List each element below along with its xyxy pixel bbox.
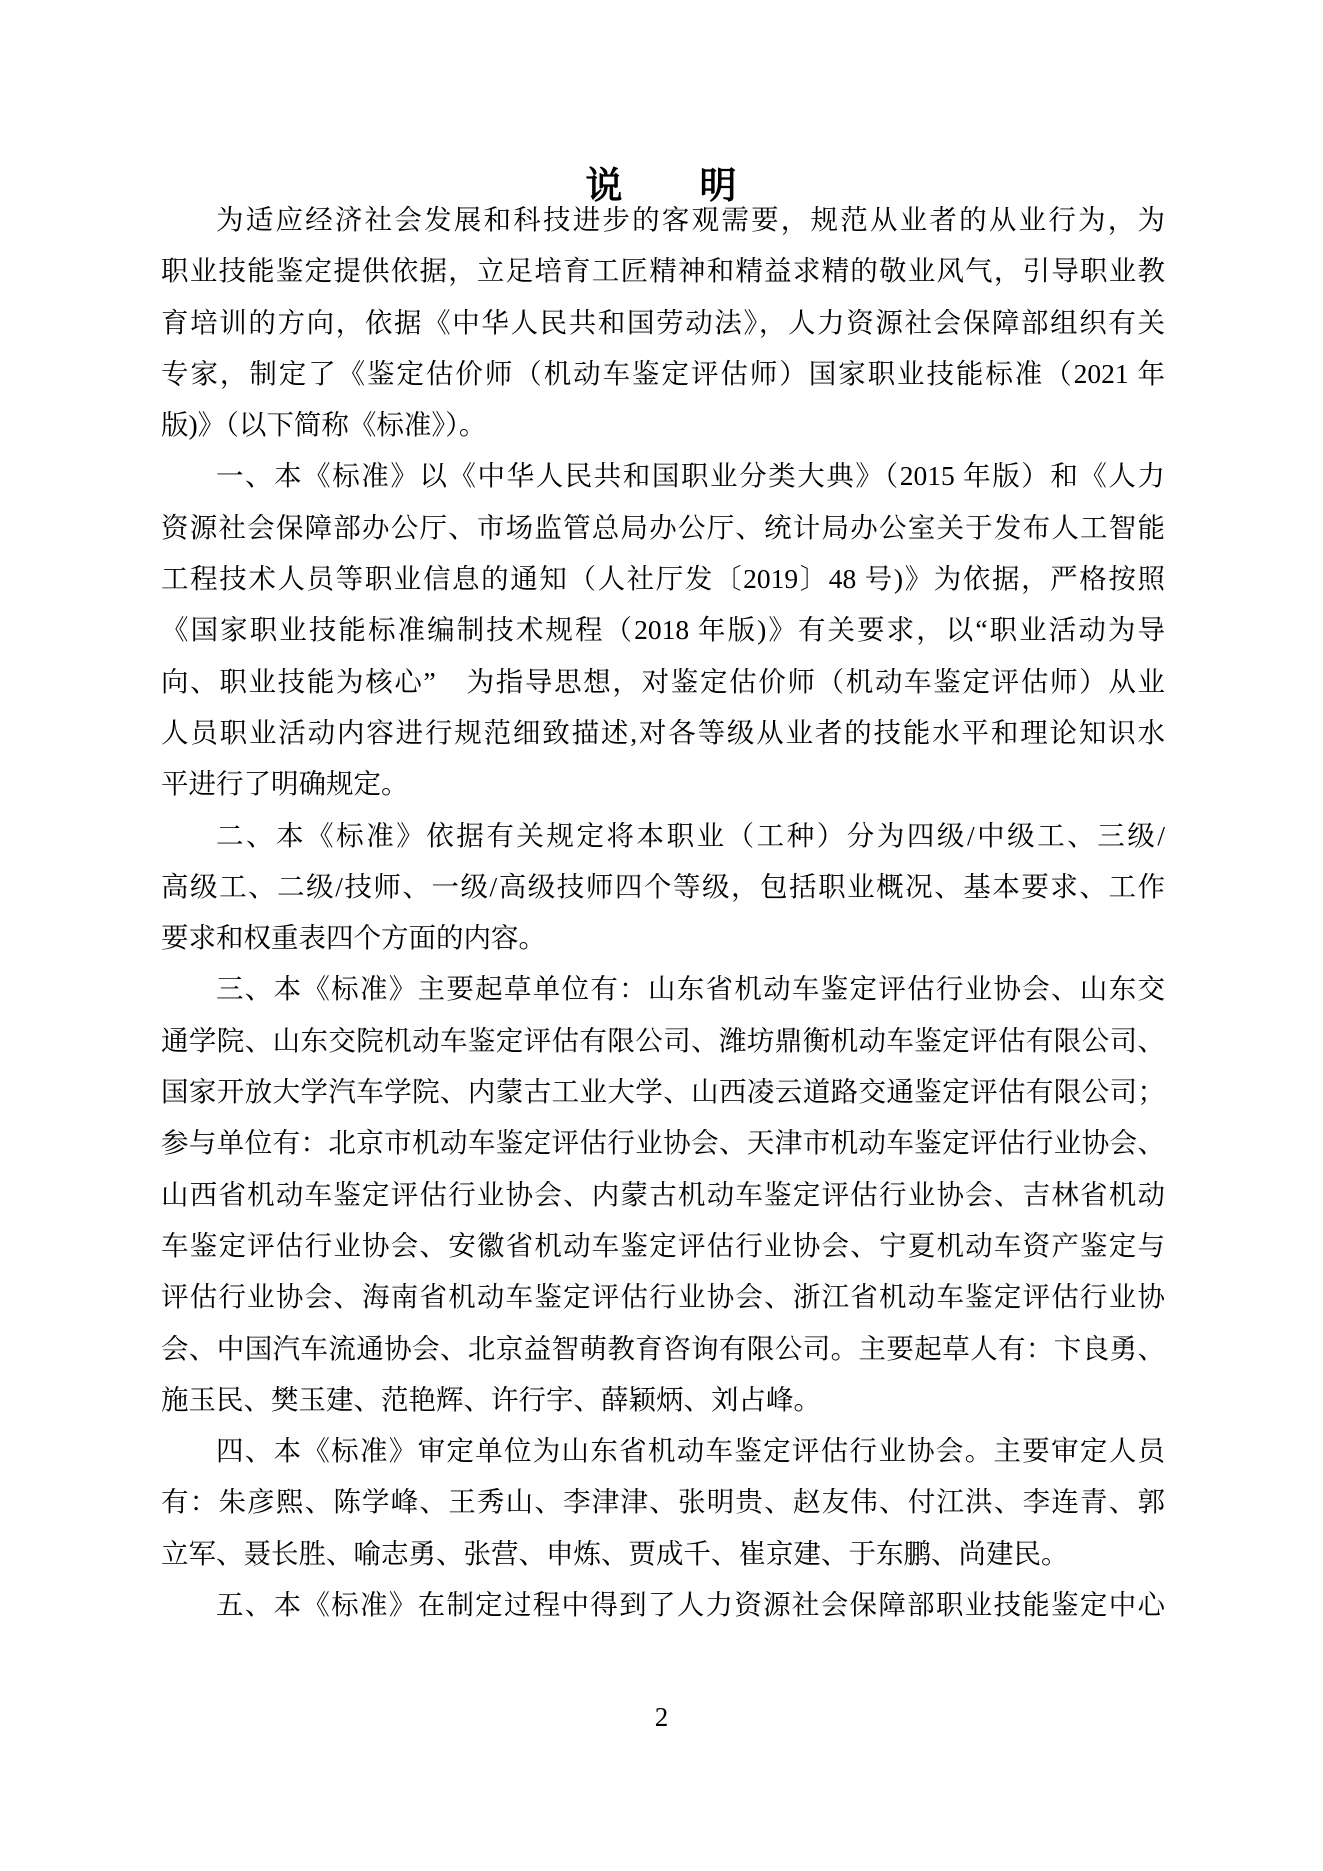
- document-body: [161, 194, 1165, 1630]
- page-number: 2: [654, 1702, 669, 1732]
- text-line: 高级工、二级/技师、一级/高级技师四个等级，包括职业概况、基本要求、工作: [161, 870, 1165, 902]
- text-line: 四、本《标准》审定单位为山东省机动车鉴定评估行业协会。主要审定人员: [216, 1435, 1165, 1467]
- text-line: 平进行了明确规定。: [161, 768, 409, 800]
- text-line: 施玉民、樊玉建、范艳辉、许行宇、薛颖炳、刘占峰。: [161, 1383, 821, 1415]
- text-line: 会、中国汽车流通协会、北京益智萌教育咨询有限公司。主要起草人有：卞良勇、: [161, 1332, 1165, 1364]
- text-line: 专家，制定了《鉴定估价师（机动车鉴定评估师）国家职业技能标准（2021 年: [161, 357, 1165, 389]
- text-line: 山西省机动车鉴定评估行业协会、内蒙古机动车鉴定评估行业协会、吉林省机动: [161, 1178, 1165, 1210]
- text-line: 参与单位有：北京市机动车鉴定评估行业协会、天津市机动车鉴定评估行业协会、: [161, 1127, 1165, 1159]
- text-line: 版)》（以下简称《标准》）。: [161, 409, 487, 441]
- paragraph-item-1: [161, 450, 1165, 809]
- text-line: 工程技术人员等职业信息的通知（人社厅发〔2019〕48 号)》为依据，严格按照: [161, 563, 1165, 595]
- text-line: 一、本《标准》以《中华人民共和国职业分类大典》（2015 年版）和《人力: [216, 460, 1165, 492]
- text-line: 职业技能鉴定提供依据，立足培育工匠精神和精益求精的敬业风气，引导职业教: [161, 255, 1165, 287]
- text-line: 二、本《标准》依据有关规定将本职业（工种）分为四级/中级工、三级/: [216, 819, 1165, 851]
- paragraph-intro: [161, 194, 1165, 450]
- text-line: 评估行业协会、海南省机动车鉴定评估行业协会、浙江省机动车鉴定评估行业协: [161, 1281, 1165, 1313]
- text-line: 资源社会保障部办公厅、市场监管总局办公厅、统计局办公室关于发布人工智能: [161, 511, 1165, 543]
- paragraph-item-4: [161, 1425, 1165, 1579]
- page-title: 说 明: [585, 166, 738, 207]
- text-line: 向、职业技能为核心” 为指导思想，对鉴定估价师（机动车鉴定评估师）从业: [161, 665, 1165, 697]
- text-line: 国家开放大学汽车学院、内蒙古工业大学、山西凌云道路交通鉴定评估有限公司；: [161, 1076, 1165, 1108]
- text-line: 立军、聂长胜、喻志勇、张营、申炼、贾成千、崔京建、于东鹏、尚建民。: [161, 1537, 1069, 1569]
- text-line: 车鉴定评估行业协会、安徽省机动车鉴定评估行业协会、宁夏机动车资产鉴定与: [161, 1229, 1165, 1261]
- text-line: 三、本《标准》主要起草单位有：山东省机动车鉴定评估行业协会、山东交: [216, 973, 1165, 1005]
- text-line: 通学院、山东交院机动车鉴定评估有限公司、潍坊鼎衡机动车鉴定评估有限公司、: [161, 1024, 1165, 1056]
- text-line: 五、本《标准》在制定过程中得到了人力资源社会保障部职业技能鉴定中心: [216, 1589, 1165, 1621]
- paragraph-item-3: [161, 963, 1165, 1425]
- text-line: 育培训的方向，依据《中华人民共和国劳动法》，人力资源社会保障部组织有关: [161, 306, 1165, 338]
- text-line: 要求和权重表四个方面的内容。: [161, 922, 546, 954]
- text-line: 人员职业活动内容进行规范细致描述,对各等级从业者的技能水平和理论知识水: [161, 716, 1165, 748]
- paragraph-item-5: [161, 1579, 1165, 1630]
- text-line: 为适应经济社会发展和科技进步的客观需要，规范从业者的从业行为，为: [216, 204, 1165, 235]
- paragraph-item-2: [161, 810, 1165, 964]
- text-line: 有：朱彦熙、陈学峰、王秀山、李津津、张明贵、赵友伟、付江洪、李连青、郭: [161, 1486, 1165, 1518]
- text-line: 《国家职业技能标准编制技术规程（2018 年版)》有关要求，以“职业活动为导: [161, 614, 1165, 646]
